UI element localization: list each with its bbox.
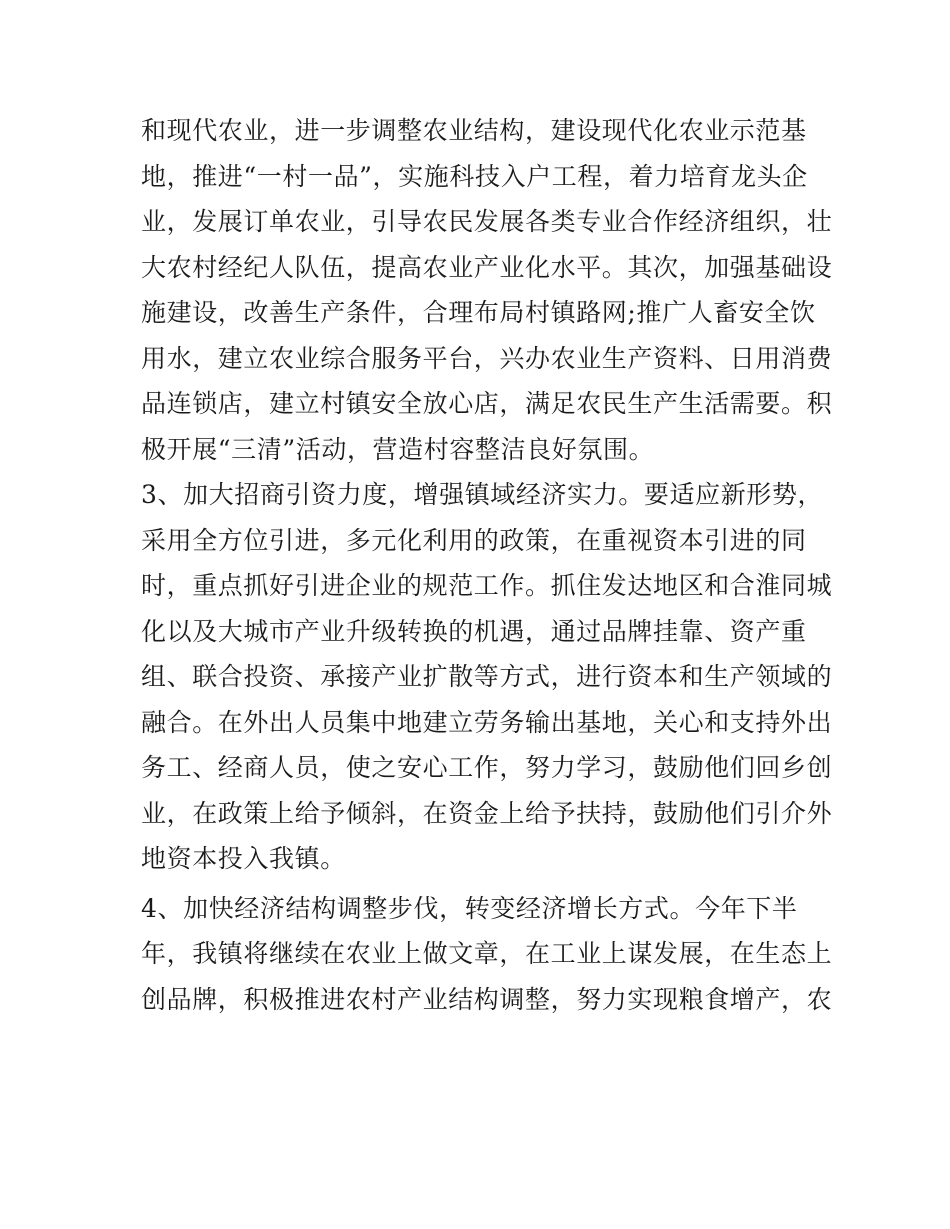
text-line: 融合。在外出人员集中地建立劳务输出基地，关心和支持外出 xyxy=(141,707,833,737)
text-line: 业，发展订单农业，引导农民发展各类专业合作经济组织，壮 xyxy=(141,207,833,236)
text-line: 业，在政策上给予倾斜，在资金上给予扶持，鼓励他们引介外 xyxy=(141,798,833,828)
text-line: 务工、经商人员，使之安心工作，努力学习，鼓励他们回乡创 xyxy=(141,753,833,782)
text-line: 大农村经纪人队伍，提高农业产业化水平。其次，加强基础设 xyxy=(141,252,833,282)
document-body xyxy=(141,108,833,1022)
text-line: 时，重点抓好引进企业的规范工作。抓住发达地区和合淮同城 xyxy=(141,571,833,600)
section-heading-line: 3、加大招商引资力度，增强镇域经济实力。要适应新形势， xyxy=(141,480,824,509)
text-line: 施建设，改善生产条件，合理布局村镇路网;推广人畜安全饮 xyxy=(141,298,816,327)
text-line: 用水，建立农业综合服务平台，兴办农业生产资料、日用消费 xyxy=(141,343,833,373)
text-line: 极开展“三清”活动，营造村容整洁良好氛围。 xyxy=(141,434,655,464)
text-line: 年，我镇将继续在农业上做文章，在工业上谋发展，在生态上 xyxy=(141,939,833,968)
section-heading-line: 4、加快经济结构调整步伐，转变经济增长方式。今年下半 xyxy=(141,893,798,923)
text-line: 采用全方位引进，多元化利用的政策，在重视资本引进的同 xyxy=(141,525,807,555)
text-line: 创品牌，积极推进农村产业结构调整，努力实现粮食增产，农 xyxy=(141,984,833,1014)
text-line: 地，推进“一村一品”，实施科技入户工程，着力培育龙头企 xyxy=(141,161,808,191)
text-line: 和现代农业，进一步调整农业结构，建设现代化农业示范基 xyxy=(141,116,807,145)
text-line: 化以及大城市产业升级转换的机遇，通过品牌挂靠、资产重 xyxy=(141,616,807,646)
text-line: 品连锁店，建立村镇安全放心店，满足农民生产生活需要。积 xyxy=(141,389,833,418)
text-line: 组、联合投资、承接产业扩散等方式，进行资本和生产领域的 xyxy=(141,662,833,691)
text-line: 地资本投入我镇。 xyxy=(141,844,346,873)
